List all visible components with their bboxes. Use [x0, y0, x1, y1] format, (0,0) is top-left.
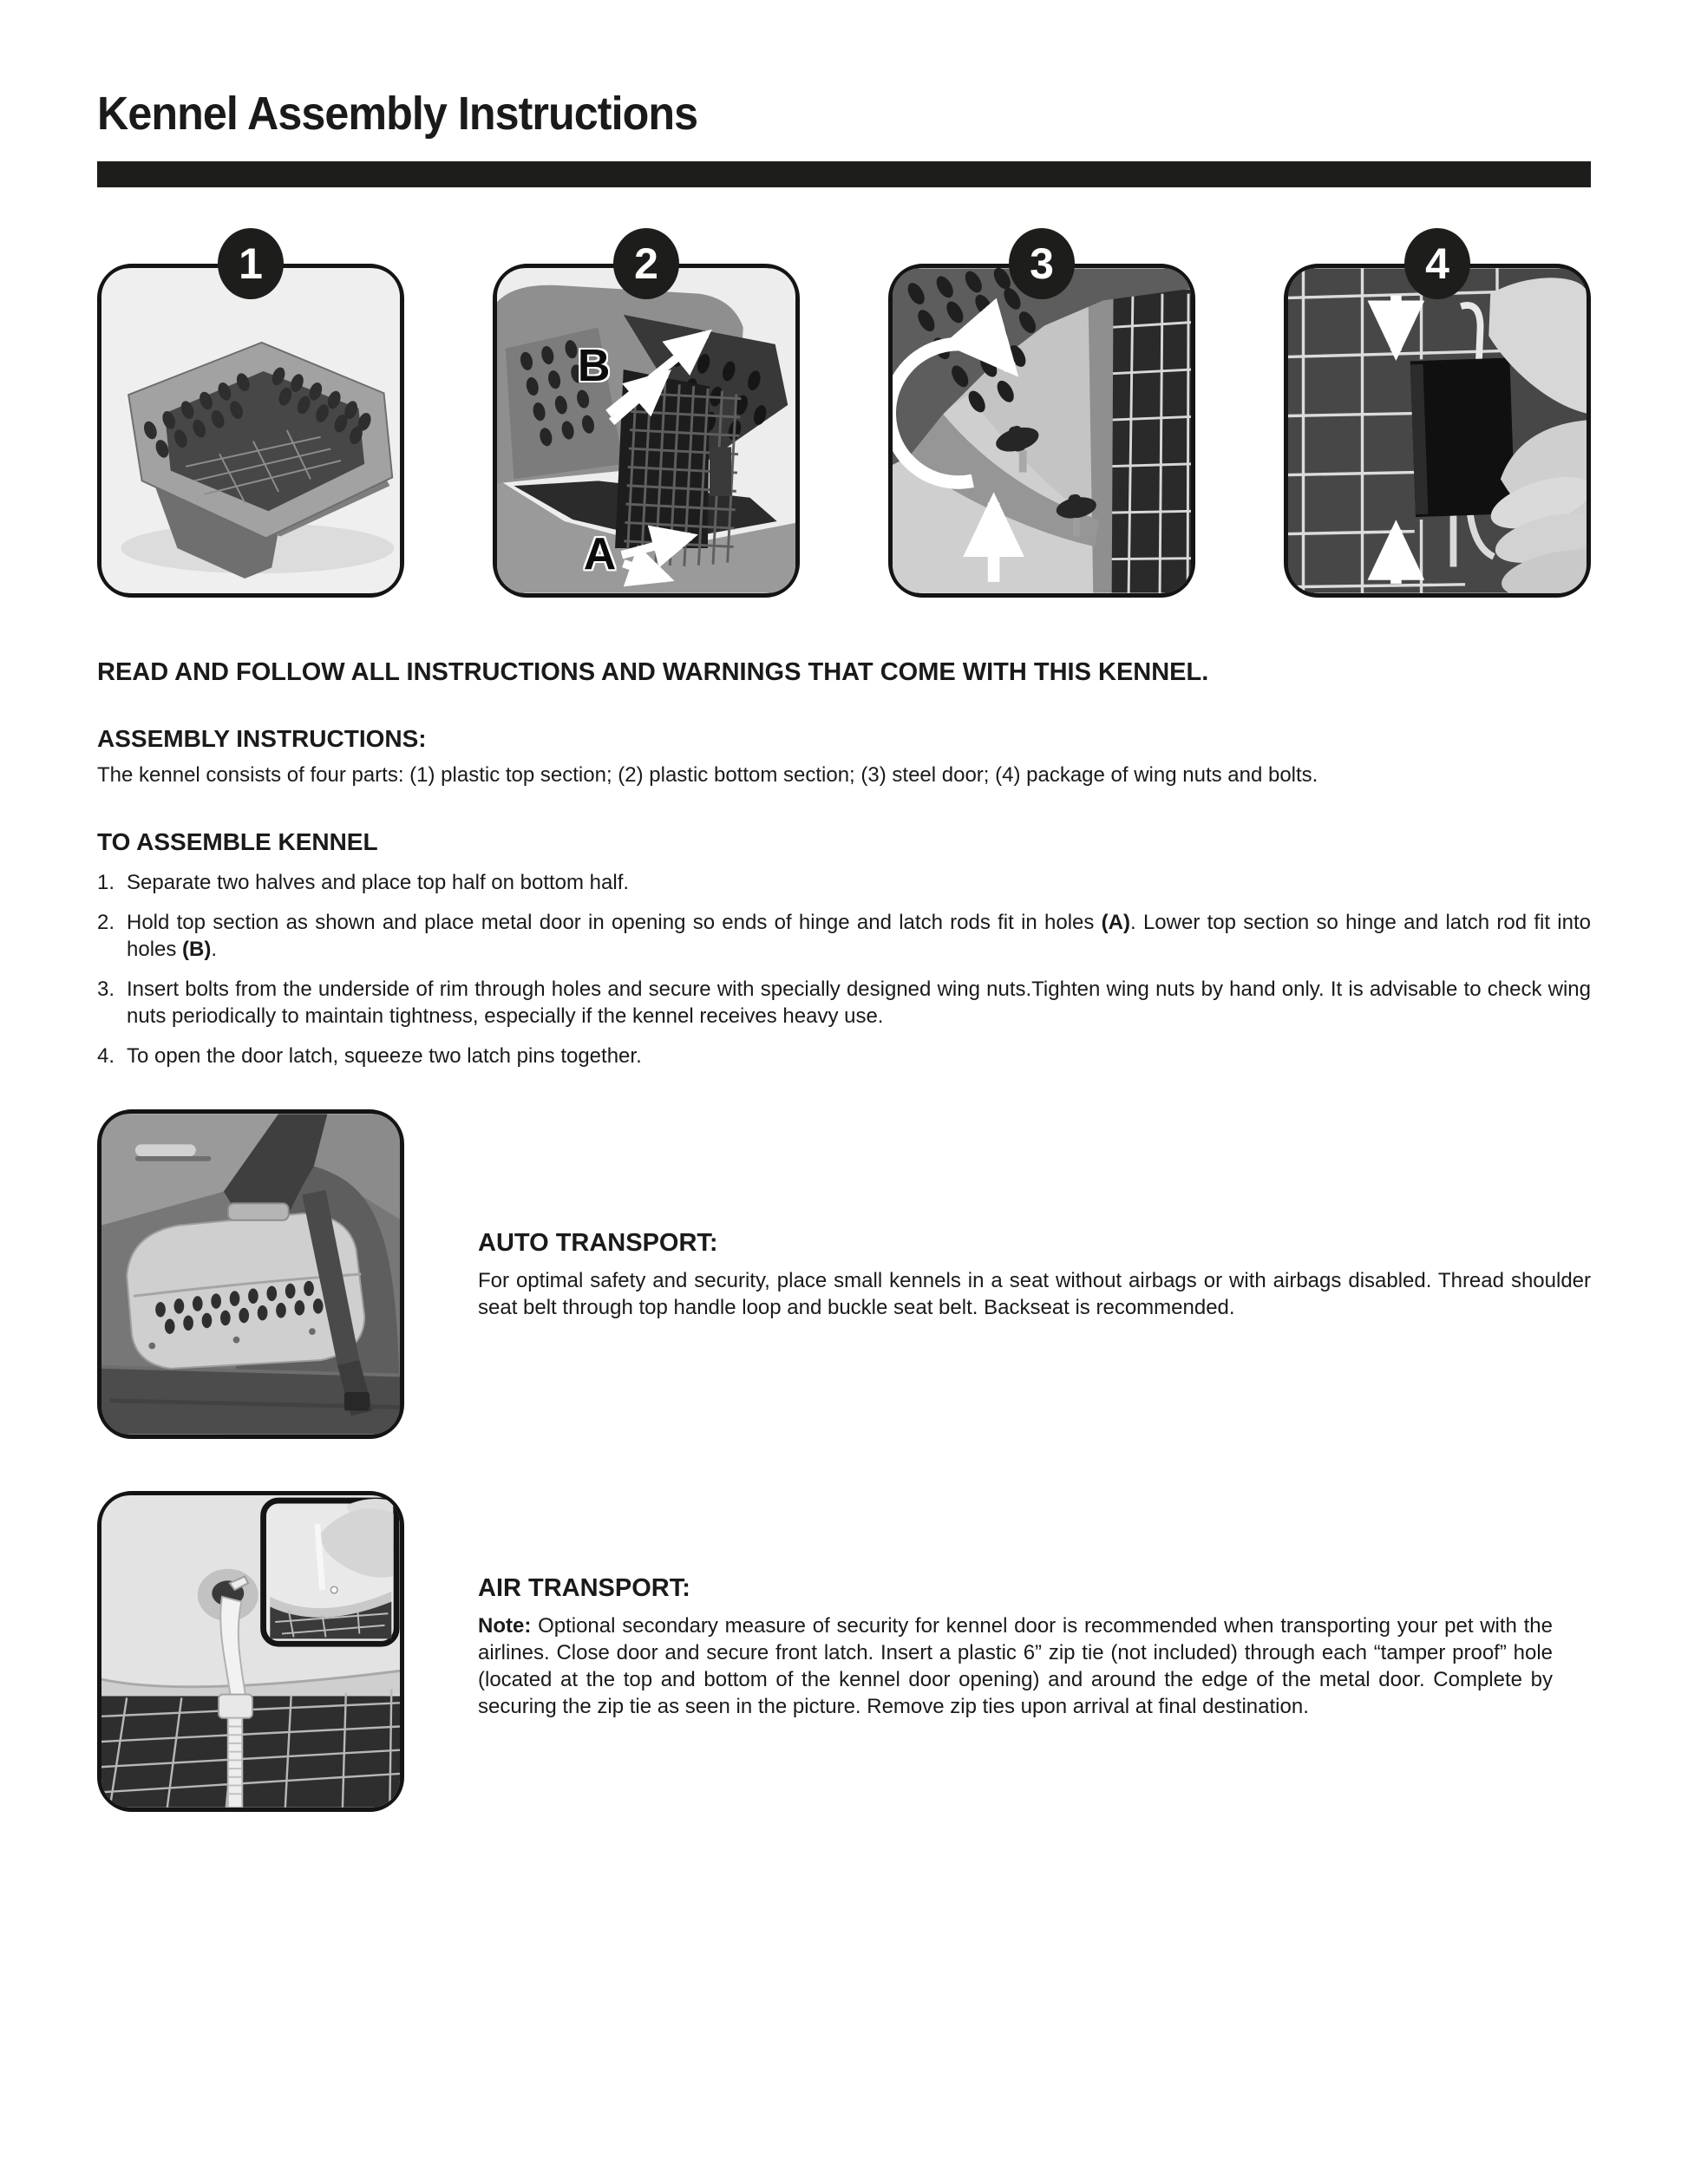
auto-transport-text [478, 1109, 1591, 1439]
to-assemble-kennel-heading: TO ASSEMBLE KENNEL [97, 828, 378, 855]
bolt-stub [1019, 450, 1027, 472]
step-number: 3. [97, 978, 115, 1001]
step2-number-badge: 2 [613, 228, 679, 299]
step2-photo-panel [493, 239, 800, 598]
hole-label-b: B [577, 340, 611, 391]
step-text: To open the door latch, squeeze two latch pins together. [127, 1044, 642, 1068]
assembly-step-1 [97, 869, 1591, 896]
step1-photo [101, 268, 400, 593]
step1-photo-panel [97, 239, 404, 598]
air-transport-heading: AIR TRANSPORT: [478, 1574, 690, 1602]
assembly-steps-list [97, 869, 1591, 1069]
wing-nut-closeup-illustration [893, 268, 1191, 593]
door-latch-plate [710, 447, 731, 495]
auto-transport-photo-clip [101, 1114, 400, 1435]
auto-transport-body: For optimal safety and security, place small kennels in a seat without airbags or with airbags disabled. Thread shoulder seat belt through top handle loop and buckle seat belt. Backseat is recommended. [478, 1269, 1591, 1319]
latch-squeeze-illustration [1288, 268, 1587, 593]
kennel-handle [228, 1203, 289, 1220]
assembly-step-photos-row [97, 239, 1591, 598]
step-number: 4. [97, 1044, 115, 1068]
hole-label-a: A [583, 529, 617, 579]
step-number: 1. [97, 871, 115, 894]
assembly-instructions-heading: ASSEMBLY INSTRUCTIONS: [97, 725, 427, 752]
assembly-step-3 [97, 976, 1591, 1030]
title-divider-bar [97, 161, 1591, 187]
air-transport-body: Note: Optional secondary measure of security for kennel door is recommended when transporting your pet with the airlines. Close door and secure front latch. Insert a plastic 6” zip tie (not included) through each “tamper proof” hole (located at the top and bottom of the kennel door opening) and around the edge of the metal door. Complete by securing the zip tie as seen in the picture. Remove zip ties upon arrival at final destination. [478, 1614, 1553, 1718]
step3-photo [893, 268, 1191, 593]
door-in-opening-illustration [497, 268, 795, 593]
kennel-halves-stacked-illustration [101, 268, 400, 593]
zip-tie-illustration [101, 1495, 400, 1808]
warning-line: READ AND FOLLOW ALL INSTRUCTIONS AND WARNINGS THAT COME WITH THIS KENNEL. [97, 658, 1209, 686]
step4-photo [1288, 268, 1587, 593]
page-content [97, 0, 1591, 1812]
step4-number-badge: 4 [1404, 228, 1470, 299]
step2-photo [497, 268, 795, 593]
assembly-step-2 [97, 909, 1591, 963]
auto-transport-section [97, 1109, 1591, 1439]
step3-photo-panel [888, 239, 1195, 598]
kennel-seat-belt-illustration [101, 1114, 400, 1435]
step-text: Hold top section as shown and place metal door in opening so ends of hinge and latch rods fit in holes (A). Lower top section so hinge and latch rod fit into holes (B). [127, 911, 1591, 961]
auto-transport-heading: AUTO TRANSPORT: [478, 1229, 718, 1257]
air-transport-section [97, 1491, 1591, 1812]
air-transport-text [478, 1491, 1591, 1812]
auto-transport-photo [97, 1109, 404, 1439]
air-transport-photo-clip [101, 1495, 400, 1808]
assembly-instructions-body: The kennel consists of four parts: (1) plastic top section; (2) plastic bottom section; (3) steel door; (4) package of wing nuts and bolts. [97, 763, 1318, 787]
step4-photo-panel [1284, 239, 1591, 598]
step-text: Separate two halves and place top half on bottom half. [127, 871, 630, 894]
step-number: 2. [97, 911, 115, 934]
inset-photo [264, 1499, 397, 1644]
step-text: Insert bolts from the underside of rim through holes and secure with specially designed wing nuts.Tighten wing nuts by hand only. It is advisable to check wing nuts periodically to maintain tightness, especially if the kennel receives heavy use. [127, 978, 1591, 1028]
assembly-step-4 [97, 1043, 1591, 1069]
step1-number-badge: 1 [218, 228, 284, 299]
air-transport-photo [97, 1491, 404, 1812]
page-title: Kennel Assembly Instructions [97, 88, 698, 140]
step3-number-badge: 3 [1009, 228, 1075, 299]
